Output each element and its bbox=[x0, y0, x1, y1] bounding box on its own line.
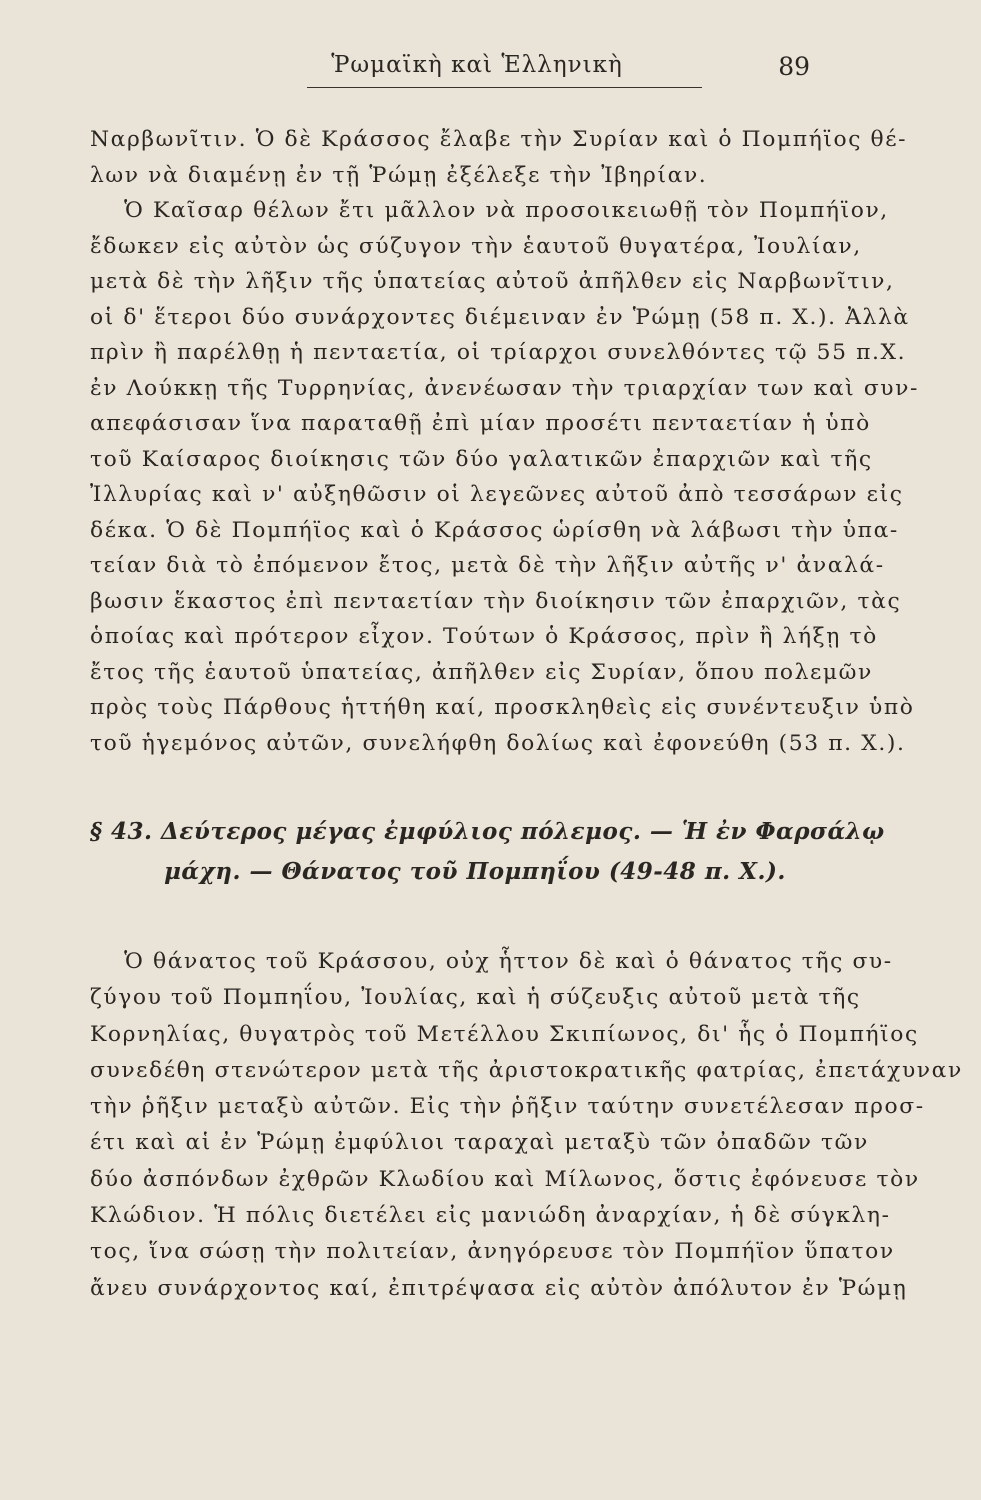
running-head bbox=[92, 52, 862, 92]
text-line: δύο ἀσπόνδων ἐχθρῶν Κλωδίου καὶ Μίλωνος, ὅστις ἐφόνευσε τὸν bbox=[90, 1166, 920, 1192]
text-line: απεφάσισαν ἵνα παραταθῇ ἐπὶ μίαν προσέτι πενταετίαν ἡ ὑπὸ bbox=[90, 411, 871, 436]
text-line: τοῦ ἡγεμόνος αὐτῶν, συνελήφθη δολίως καὶ ἐφονεύθη (53 π. Χ.). bbox=[90, 730, 906, 756]
text-line: ὁποίας καὶ πρότερον εἶχον. Τούτων ὁ Κράσσος, πρὶν ἢ λήξῃ τὸ bbox=[90, 624, 878, 649]
text-line: Κορνηλίας, θυγατρὸς τοῦ Μετέλλου Σκιπίωνος, δι' ἧς ὁ Πομπήϊος bbox=[90, 1021, 919, 1047]
text-line: συνεδέθη στενώτερον μετὰ τῆς ἀριστοκρατικῆς φατρίας, ἐπετάχυναν bbox=[90, 1057, 963, 1083]
text-line: οἱ δ' ἕτεροι δύο συνάρχοντες διέμειναν ἐν Ῥώμῃ (58 π. Χ.). Ἀλλὰ bbox=[90, 304, 910, 330]
text-line: τὴν ῥῆξιν μεταξὺ αὐτῶν. Εἰς τὴν ῥῆξιν ταύτην συνετέλεσαν προσ- bbox=[90, 1094, 925, 1120]
text-line: τος, ἵνα σώσῃ τὴν πολιτείαν, ἀνηγόρευσε τὸν Πομπήϊον ὕπατον bbox=[90, 1239, 895, 1265]
text-line: τοῦ Καίσαρος διοίκησις τῶν δύο γαλατικῶν ἐπαρχιῶν καὶ τῆς bbox=[90, 446, 873, 472]
text-line: βωσιν ἕκαστος ἐπὶ πενταετίαν τὴν διοίκησιν τῶν ἐπαρχιῶν, τὰς bbox=[90, 588, 902, 614]
paragraph-1 bbox=[90, 122, 919, 761]
section-heading-line-2: μάχη. — Θάνατος τοῦ Πομπηΐου (49-48 π. Χ.). bbox=[164, 858, 786, 885]
text-line: ἐν Λούκκῃ τῆς Τυρρηνίας, ἀνενέωσαν τὴν τριαρχίαν των καὶ συν- bbox=[90, 375, 919, 401]
section-heading-line-1: § 43. Δεύτερος μέγας ἐμφύλιος πόλεμος. — Ἡ ἐν Φαρσάλῳ bbox=[90, 818, 885, 845]
text-line: Κλώδιον. Ἡ πόλις διετέλει εἰς μανιώδη ἀναρχίαν, ἡ δὲ σύγκλη- bbox=[90, 1203, 891, 1229]
page-number: 89 bbox=[778, 52, 810, 81]
text-line: Ναρβωνῖτιν. Ὁ δὲ Κράσσος ἔλαβε τὴν Συρίαν καὶ ὁ Πομπήϊος θέ- bbox=[90, 127, 908, 152]
text-line: Ὁ Καῖσαρ θέλων ἔτι μᾶλλον νὰ προσοικειωθῇ τὸν Πομπήϊον, bbox=[90, 198, 889, 223]
text-line: Ὁ θάνατος τοῦ Κράσσου, οὐχ ἧττον δὲ καὶ ὁ θάνατος τῆς συ- bbox=[90, 949, 893, 974]
text-line: πρὸς τοὺς Πάρθους ἡττήθη καί, προσκληθεὶς εἰς συνέντευξιν ὑπὸ bbox=[90, 695, 915, 720]
text-line: ἔτος τῆς ἑαυτοῦ ὑπατείας, ἀπῆλθεν εἰς Συρίαν, ὅπου πολεμῶν bbox=[90, 659, 873, 685]
text-line: δέκα. Ὁ δὲ Πομπήϊος καὶ ὁ Κράσσος ὡρίσθη νὰ λάβωσι τὴν ὑπα- bbox=[90, 517, 899, 543]
text-line: τείαν διὰ τὸ ἐπόμενον ἔτος, μετὰ δὲ τὴν λῆξιν αὐτῆς ν' ἀναλά- bbox=[90, 553, 885, 578]
paragraph-2 bbox=[90, 944, 963, 1307]
text-line: ζύγου τοῦ Πομπηΐου, Ἰουλίας, καὶ ἡ σύζευξις αὐτοῦ μετὰ τῆς bbox=[90, 985, 861, 1011]
text-line: Ἰλλυρίας καὶ ν' αὐξηθῶσιν οἱ λεγεῶνες αὐτοῦ ἀπὸ τεσσάρων εἰς bbox=[90, 482, 904, 507]
running-title: Ῥωμαϊκὴ καὶ Ἑλληνικὴ bbox=[331, 52, 623, 78]
text-line: μετὰ δὲ τὴν λῆξιν τῆς ὑπατείας αὐτοῦ ἀπῆλθεν εἰς Ναρβωνῖτιν, bbox=[90, 269, 895, 294]
text-line: πρὶν ἢ παρέλθῃ ἡ πενταετία, οἱ τρίαρχοι συνελθόντες τῷ 55 π.Χ. bbox=[90, 340, 907, 365]
header-rule bbox=[307, 87, 702, 88]
text-line: ἔδωκεν εἰς αὐτὸν ὡς σύζυγον τὴν ἑαυτοῦ θυγατέρα, Ἰουλίαν, bbox=[90, 233, 862, 259]
text-line: έτι καὶ αἱ ἐν Ῥώμῃ ἐμφύλιοι ταραχαὶ μεταξὺ τῶν ὀπαδῶν τῶν bbox=[90, 1130, 869, 1156]
section-heading bbox=[90, 812, 885, 892]
text-line: λων νὰ διαμένῃ ἐν τῇ Ῥώμῃ ἐξέλεξε τὴν Ἰβηρίαν. bbox=[90, 162, 708, 188]
text-line: ἄνευ συνάρχοντος καί, ἐπιτρέψασα εἰς αὐτὸν ἀπόλυτον ἐν Ῥώμῃ bbox=[90, 1275, 908, 1301]
